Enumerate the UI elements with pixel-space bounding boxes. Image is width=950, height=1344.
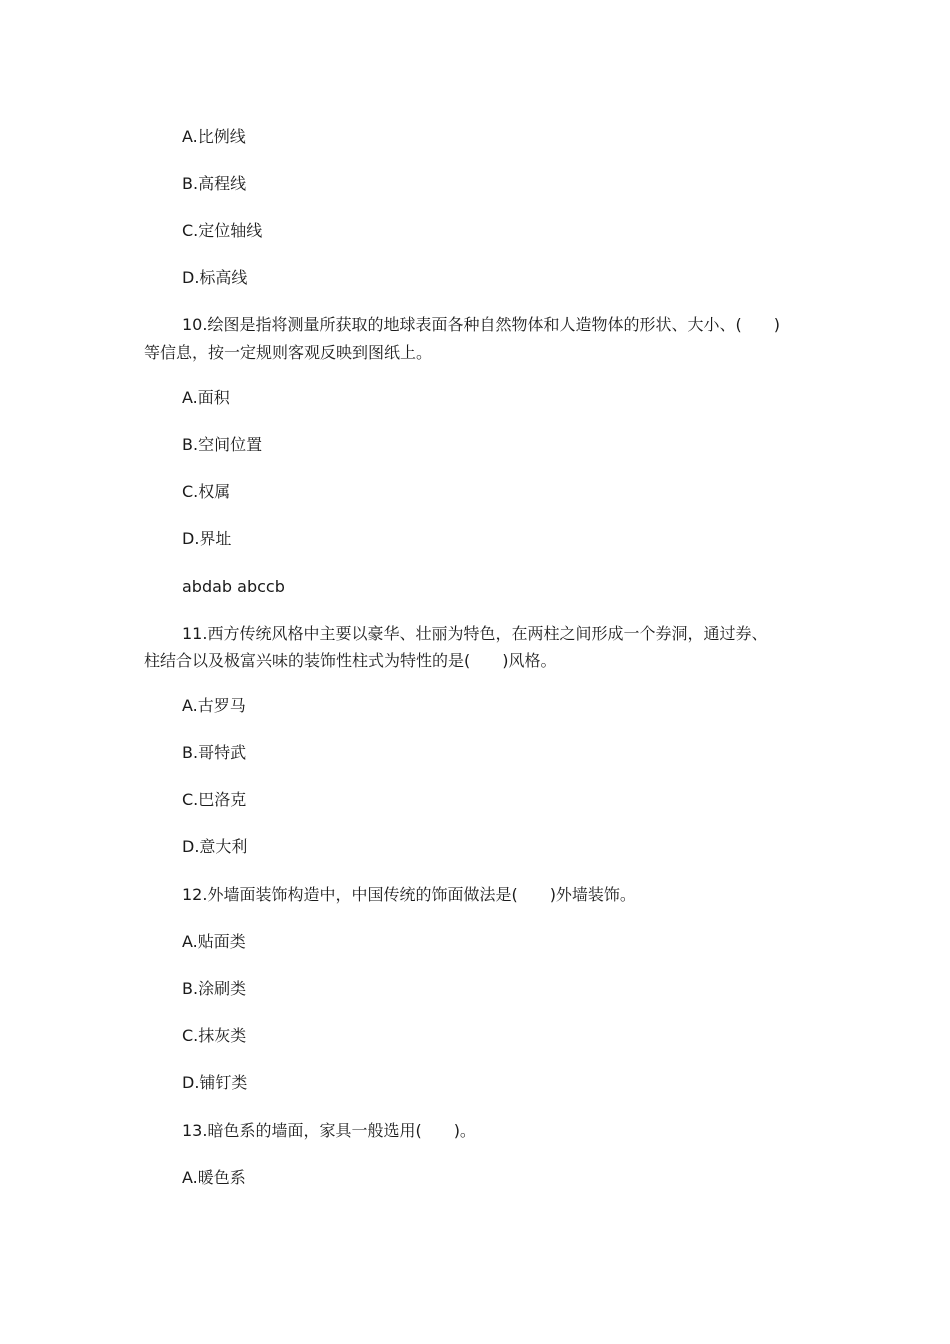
q11-stem-line1: 11.西方传统风格中主要以豪华、壮丽为特色，在两柱之间形成一个券洞，通过券、 xyxy=(182,624,768,643)
q10-stem-line1: 10.绘图是指将测量所获取的地球表面各种自然物体和人造物体的形状、大小、( ) xyxy=(182,315,780,334)
q12-option-b: B.涂刷类 xyxy=(182,979,247,998)
q10-option-a: A.面积 xyxy=(182,388,230,407)
q11-option-a: A.古罗马 xyxy=(182,696,246,715)
q11-option-b: B.哥特武 xyxy=(182,743,247,762)
q11-option-d: D.意大利 xyxy=(182,837,248,856)
q12-option-c: C.抹灰类 xyxy=(182,1026,247,1045)
answer-key: abdab abccb xyxy=(182,577,285,596)
q9-option-d: D.标高线 xyxy=(182,268,248,287)
q10-option-c: C.权属 xyxy=(182,482,231,501)
q9-option-c: C.定位轴线 xyxy=(182,221,263,240)
q10-option-d: D.界址 xyxy=(182,529,232,548)
q9-option-b: B.高程线 xyxy=(182,174,247,193)
q11-option-c: C.巴洛克 xyxy=(182,790,247,809)
q13-stem: 13.暗色系的墙面，家具一般选用( )。 xyxy=(182,1121,476,1140)
q10-option-b: B.空间位置 xyxy=(182,435,263,454)
q10-stem-line2: 等信息，按一定规则客观反映到图纸上。 xyxy=(144,343,433,362)
q9-option-a: A.比例线 xyxy=(182,127,246,146)
q12-option-d: D.铺钉类 xyxy=(182,1073,248,1092)
q12-stem: 12.外墙面装饰构造中，中国传统的饰面做法是( )外墙装饰。 xyxy=(182,885,636,904)
q11-stem-line2: 柱结合以及极富兴味的装饰性柱式为特性的是( )风格。 xyxy=(144,651,557,670)
q12-option-a: A.贴面类 xyxy=(182,932,246,951)
q13-option-a: A.暖色系 xyxy=(182,1168,246,1187)
